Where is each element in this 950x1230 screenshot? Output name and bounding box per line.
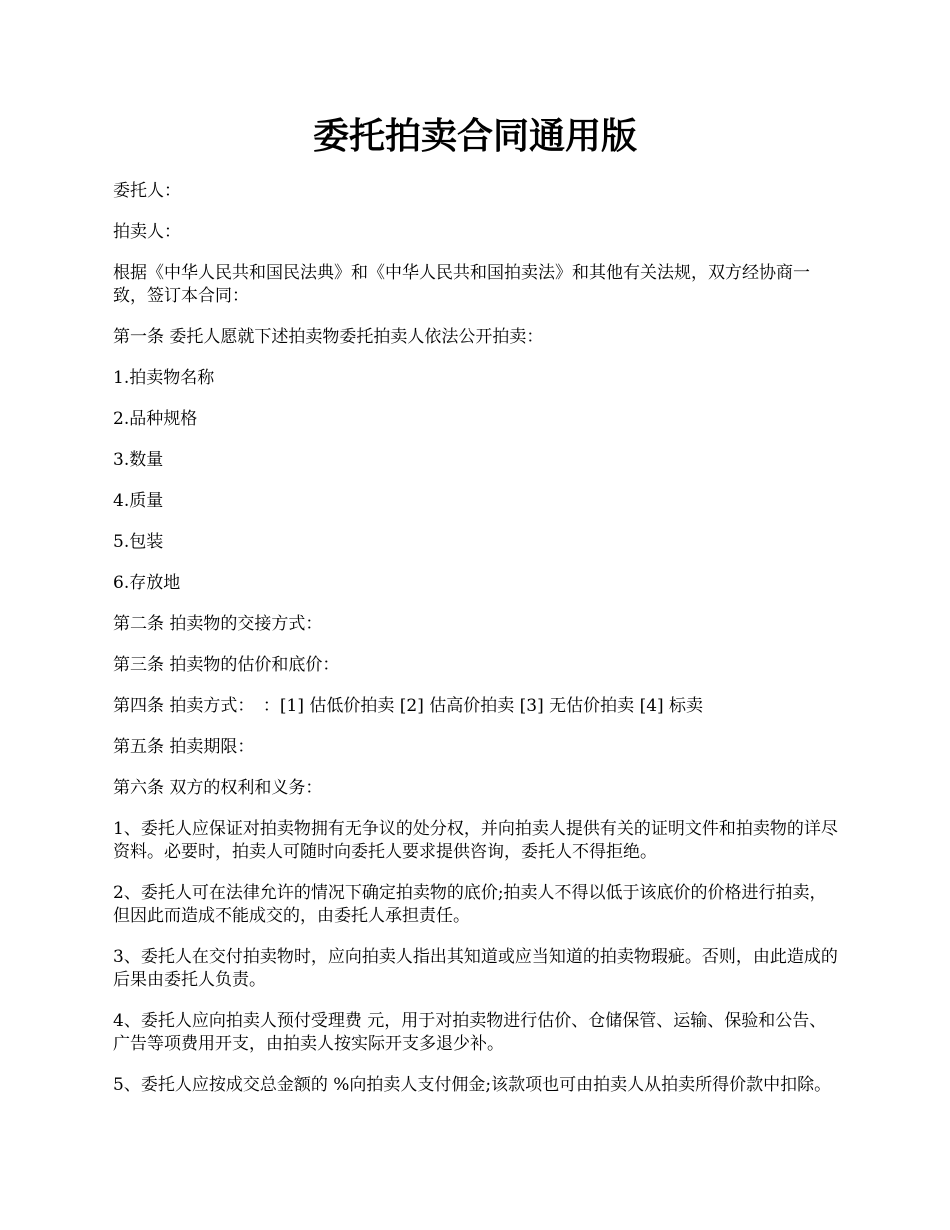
paragraph-auctioneer: 拍卖人：	[113, 222, 181, 242]
clause-item: 1、委托人应保证对拍卖物拥有无争议的处分权，并向拍卖人提供有关的证明文件和拍卖物的详尽资料。必要时，拍卖人可随时向委托人要求提供咨询，委托人不得拒绝。	[113, 819, 838, 862]
list-item: 5.包装	[113, 532, 164, 552]
document-title: 委托拍卖合同通用版	[312, 115, 637, 157]
list-item: 1.拍卖物名称	[113, 368, 215, 388]
paragraph-article-2: 第二条 拍卖物的交接方式：	[113, 614, 323, 634]
list-item: 4.质量	[113, 491, 164, 511]
list-item: 3.数量	[113, 450, 164, 470]
clause-item: 5、委托人应按成交总金额的 %向拍卖人支付佣金;该款项也可由拍卖人从拍卖所得价款中扣除。	[113, 1075, 832, 1095]
paragraph-article-4: 第四条 拍卖方式： ：[1] 估低价拍卖 [2] 估高价拍卖 [3] 无估价拍卖 [4] 标卖	[113, 696, 704, 716]
clause-item: 4、委托人应向拍卖人预付受理费 元，用于对拍卖物进行估价、仓储保管、运输、保验和公告、广告等项费用开支，由拍卖人按实际开支多退少补。	[113, 1011, 827, 1054]
list-item: 6.存放地	[113, 573, 181, 593]
paragraph-principal: 委托人：	[113, 181, 181, 201]
list-item: 2.品种规格	[113, 409, 198, 429]
paragraph-preamble: 根据《中华人民共和国民法典》和《中华人民共和国拍卖法》和其他有关法规，双方经协商一致，签订本合同：	[113, 263, 810, 306]
clause-item: 3、委托人在交付拍卖物时，应向拍卖人指出其知道或应当知道的拍卖物瑕疵。否则，由此造成的后果由委托人负责。	[113, 947, 838, 990]
paragraph-article-6: 第六条 双方的权利和义务：	[113, 778, 323, 798]
paragraph-article-1: 第一条 委托人愿就下述拍卖物委托拍卖人依法公开拍卖：	[113, 327, 544, 347]
paragraph-article-5: 第五条 拍卖期限：	[113, 737, 255, 757]
paragraph-article-3: 第三条 拍卖物的估价和底价：	[113, 655, 340, 675]
document-body	[113, 180, 839, 1115]
clause-item: 2、委托人可在法律允许的情况下确定拍卖物的底价;拍卖人不得以低于该底价的价格进行拍卖，但因此而造成不能成交的，由委托人承担责任。	[113, 883, 827, 926]
